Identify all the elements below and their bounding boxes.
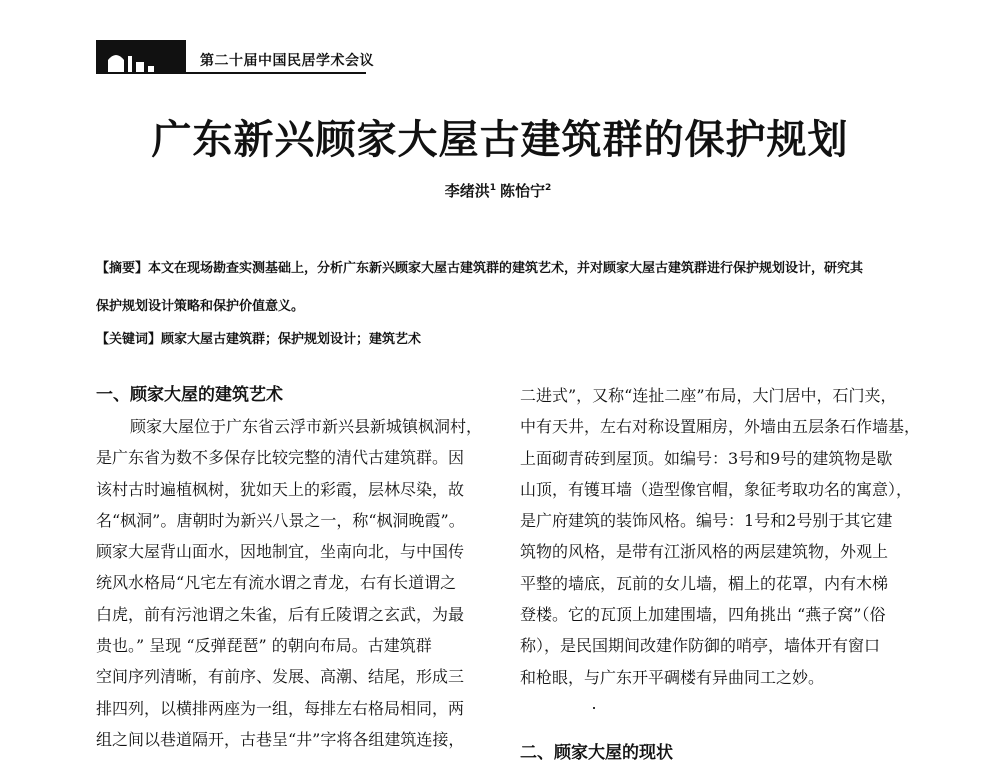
left-column [96, 380, 486, 755]
abstract [96, 250, 906, 326]
body-line: 称），是民国期间改建作防御的哨亭，墙体开有窗口 [520, 636, 881, 656]
author-name: 陈怡宁 [500, 182, 546, 200]
author-affiliation: 2 [545, 183, 552, 193]
body-line: 平整的墙底，瓦前的女儿墙，楣上的花罩，内有木梯 [520, 573, 889, 593]
body-line: 上面砌青砖到屋顶。如编号：3号和9号的建筑物是歇 [520, 448, 893, 468]
body-line: 顾家大屋位于广东省云浮市新兴县新城镇枫洞村， [130, 417, 483, 436]
body-line: 组之间以巷道隔开，古巷呈“井”字将各组建筑连接， [96, 729, 465, 749]
keywords: 【关键词】顾家大屋古建筑群；保护规划设计；建筑艺术 [96, 332, 422, 347]
body-line: 是广府建筑的装饰风格。编号：1号和2号别于其它建 [520, 511, 893, 531]
body-line: 顾家大屋背山面水，因地制宜，坐南向北，与中国传 [96, 542, 465, 562]
scan-speck [593, 707, 595, 709]
body-line: 和枪眼，与广东开平碉楼有异曲同工之妙。 [520, 667, 825, 687]
body-line: 排四列，以横排两座为一组，每排左右格局相同，两 [96, 698, 465, 718]
body-line: 是广东省为数不多保存比较完整的清代古建筑群。因 [96, 448, 465, 468]
body-line: 名“枫洞”。唐朝时为新兴八景之一，称“枫洞晚霞”。 [96, 510, 465, 530]
author-name: 李绪洪 [444, 182, 490, 200]
author-affiliation: 1 [489, 183, 496, 193]
header-rule [96, 72, 366, 74]
section-heading-next: 二、顾家大屋的现状 [520, 743, 673, 763]
body-line: 登楼。它的瓦顶上加建围墙，四角挑出 “燕子窝”（俗 [520, 605, 886, 625]
house-logo-icon [98, 44, 158, 74]
body-line: 该村古时遍植枫树，犹如天上的彩霞，层林尽染，故 [96, 479, 465, 499]
abstract-line: 保护规划设计策略和保护价值意义。 [96, 299, 305, 314]
body-line: 二进式”，又称“连扯二座”布局，大门居中，石门夹， [520, 386, 897, 405]
right-column [520, 380, 921, 693]
body-line: 山顶，有镬耳墙（造型像官帽，象征考取功名的寓意）， [520, 479, 913, 499]
section-heading: 一、顾家大屋的建筑艺术 [96, 385, 283, 405]
body-line: 白虎，前有污池谓之朱雀，后有丘陵谓之玄武，为最 [96, 604, 465, 624]
body-line: 筑物的风格，是带有江浙风格的两层建筑物，外观上 [520, 542, 889, 562]
header-logo-block [96, 40, 186, 74]
author-list [0, 180, 1000, 201]
abstract-line: 【摘要】本文在现场勘查实测基础上，分析广东新兴顾家大屋古建筑群的建筑艺术，并对顾家大屋古建筑群进行保护规划设计，研究其 [96, 261, 864, 276]
body-line: 统风水格局“凡宅左有流水谓之青龙，右有长道谓之 [96, 573, 457, 593]
paper-title: 广东新兴顾家大屋古建筑群的保护规划 [151, 117, 849, 163]
body-line: 中有天井，左右对称设置厢房，外墙由五层条石作墙基， [520, 417, 921, 437]
body-line: 贵也。” 呈现 “反弹琵琶” 的朝向布局。古建筑群 [96, 636, 432, 656]
conference-name: 第二十届中国民居学术会议 [200, 53, 374, 69]
body-line: 空间序列清晰，有前序、发展、高潮、结尾，形成三 [96, 667, 465, 687]
